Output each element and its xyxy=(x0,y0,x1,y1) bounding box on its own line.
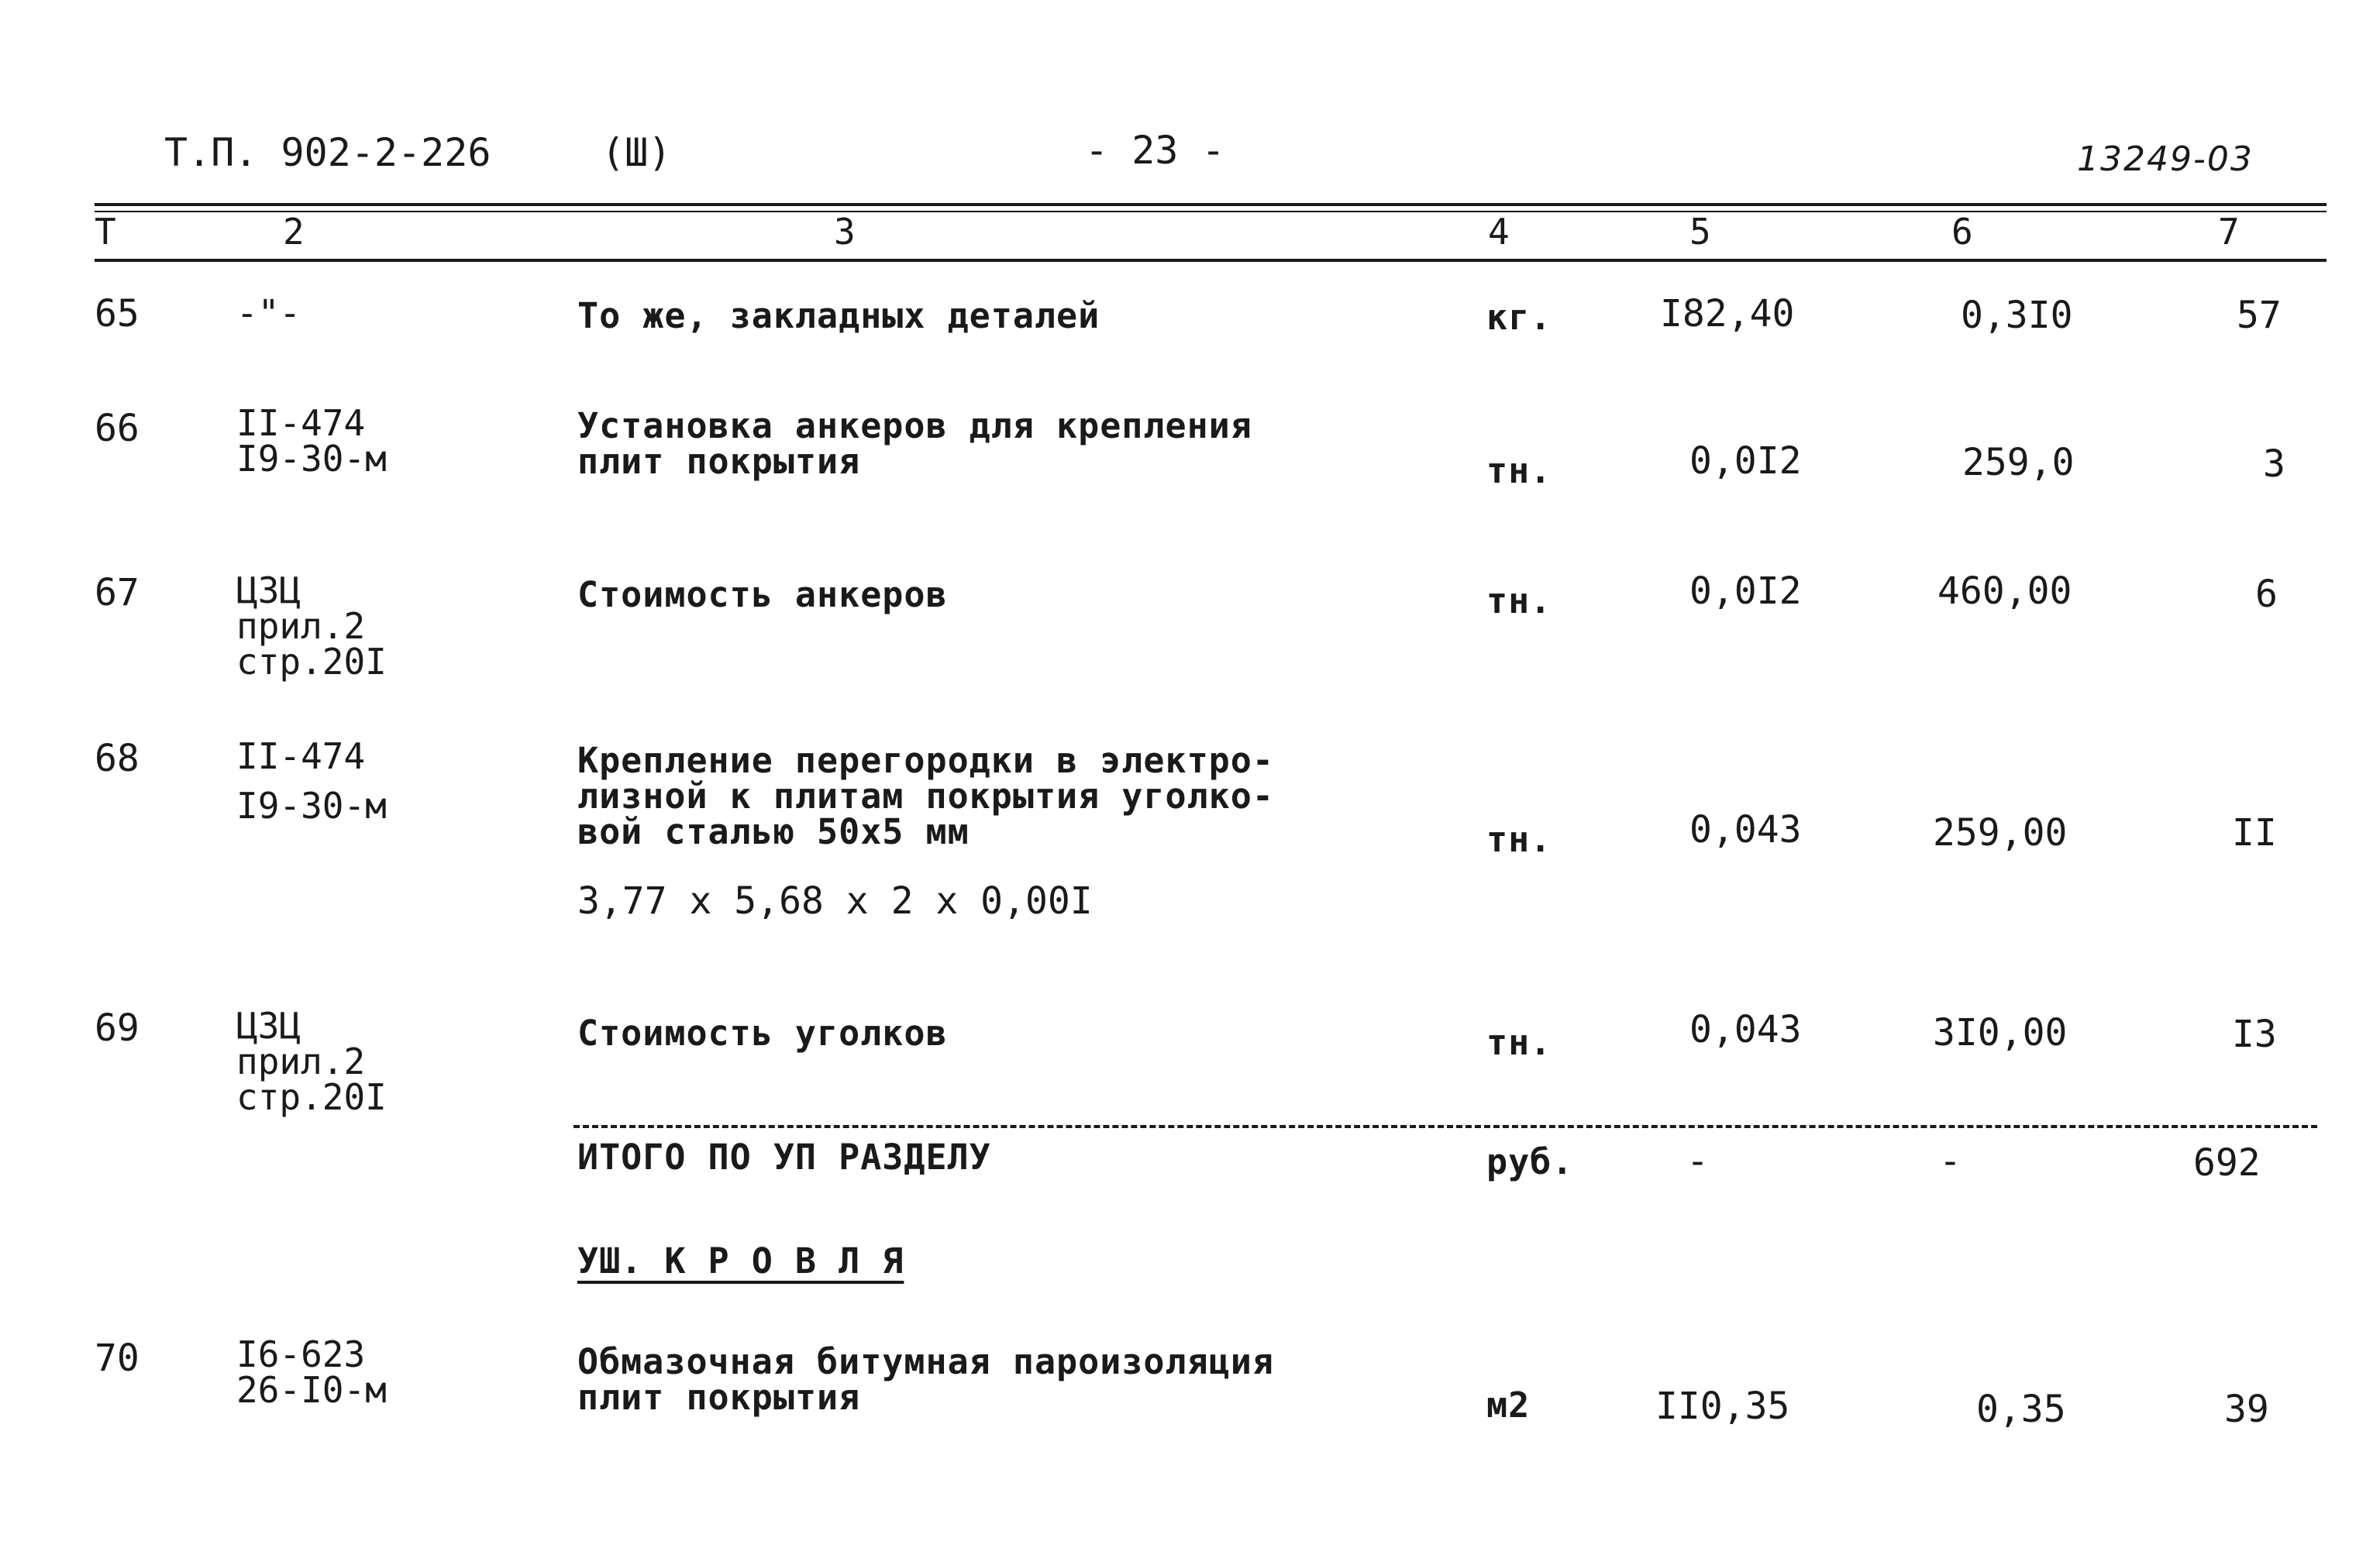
unit-price: 0,3I0 xyxy=(1961,294,2073,337)
norm-code: ЦЗЦ xyxy=(236,1005,301,1047)
work-description: лизной к плитам покрытия уголко- xyxy=(577,776,1274,817)
total: II xyxy=(2232,811,2277,855)
table-top-rule-thin xyxy=(95,211,2327,212)
unit: кг. xyxy=(1486,297,1552,338)
subtotal-price: - xyxy=(1939,1140,1962,1183)
quantity: I82,40 xyxy=(1660,292,1795,335)
quantity: 0,0I2 xyxy=(1689,569,1802,613)
column-number: 7 xyxy=(2218,211,2240,253)
subtotal-quantity: - xyxy=(1686,1140,1709,1183)
work-description: плит покрытия xyxy=(577,1377,861,1418)
work-description: Крепление перегородки в электро- xyxy=(577,740,1274,781)
unit: тн. xyxy=(1486,819,1552,860)
unit-price: 3I0,00 xyxy=(1933,1011,2068,1054)
subtotal-label: ИТОГО ПО УП РАЗДЕЛУ xyxy=(577,1137,991,1178)
column-number: 2 xyxy=(283,211,305,253)
norm-code: -"- xyxy=(236,292,301,334)
part-marker: (Ш) xyxy=(601,130,672,175)
subtotal-unit: руб. xyxy=(1486,1141,1574,1182)
row-number: 67 xyxy=(95,571,139,614)
total: I3 xyxy=(2232,1013,2277,1056)
norm-code: II-474 xyxy=(236,402,366,444)
column-number: Т xyxy=(95,211,116,253)
row-number: 70 xyxy=(95,1337,139,1380)
norm-code: I9-30-м xyxy=(236,438,387,480)
page-number: - 23 - xyxy=(1085,128,1225,173)
norm-code: I6-623 xyxy=(236,1333,366,1375)
norm-code: 26-I0-м xyxy=(236,1369,387,1411)
unit: тн. xyxy=(1486,580,1552,621)
unit: м2 xyxy=(1486,1385,1531,1426)
unit-price: 259,00 xyxy=(1933,811,2068,855)
row-number: 66 xyxy=(95,407,139,450)
norm-code: ЦЗЦ xyxy=(236,569,301,611)
subtotal-rule xyxy=(573,1125,2317,1128)
column-header-rule xyxy=(95,259,2327,262)
work-description: Стоимость уголков xyxy=(577,1013,948,1054)
unit-price: 460,00 xyxy=(1937,569,2072,613)
norm-code: прил.2 xyxy=(236,1041,366,1082)
table-top-rule xyxy=(95,203,2327,206)
subtotal-total: 692 xyxy=(2193,1141,2261,1185)
row-number: 65 xyxy=(95,292,139,335)
column-number: 3 xyxy=(834,211,856,253)
quantity: 0,043 xyxy=(1689,808,1802,851)
total: 57 xyxy=(2237,294,2282,337)
unit-price: 259,0 xyxy=(1962,441,2075,484)
unit-price: 0,35 xyxy=(1976,1388,2066,1431)
quantity: 0,0I2 xyxy=(1689,439,1802,483)
total: 6 xyxy=(2255,573,2278,616)
work-description: Установка анкеров для крепления xyxy=(577,405,1252,446)
norm-code: II-474 xyxy=(236,735,366,777)
document-reference: Т.П. 902-2-226 xyxy=(164,130,491,175)
work-description: То же, закладных деталей xyxy=(577,295,1100,336)
norm-code: прил.2 xyxy=(236,605,366,647)
column-number: 4 xyxy=(1488,211,1510,253)
row-number: 68 xyxy=(95,737,139,780)
norm-code: стр.20I xyxy=(236,641,387,683)
section-title: УШ. К Р О В Л Я xyxy=(577,1240,904,1281)
archive-number: 13249-03 xyxy=(2077,139,2254,179)
work-description: плит покрытия xyxy=(577,441,861,482)
work-description: вой сталью 50х5 мм xyxy=(577,811,970,852)
total: 3 xyxy=(2263,442,2285,486)
column-number: 6 xyxy=(1951,211,1973,253)
row-number: 69 xyxy=(95,1006,139,1050)
unit: тн. xyxy=(1486,450,1552,491)
unit: тн. xyxy=(1486,1022,1552,1063)
work-description: Стоимость анкеров xyxy=(577,574,948,615)
norm-code: I9-30-м xyxy=(236,785,387,827)
quantity-formula: 3,77 х 5,68 х 2 х 0,00I xyxy=(577,879,1093,923)
quantity: 0,043 xyxy=(1689,1008,1802,1051)
norm-code: стр.20I xyxy=(236,1076,387,1118)
total: 39 xyxy=(2224,1388,2269,1431)
work-description: Обмазочная битумная пароизоляция xyxy=(577,1341,1274,1382)
quantity: II0,35 xyxy=(1655,1385,1790,1428)
column-number: 5 xyxy=(1689,211,1711,253)
